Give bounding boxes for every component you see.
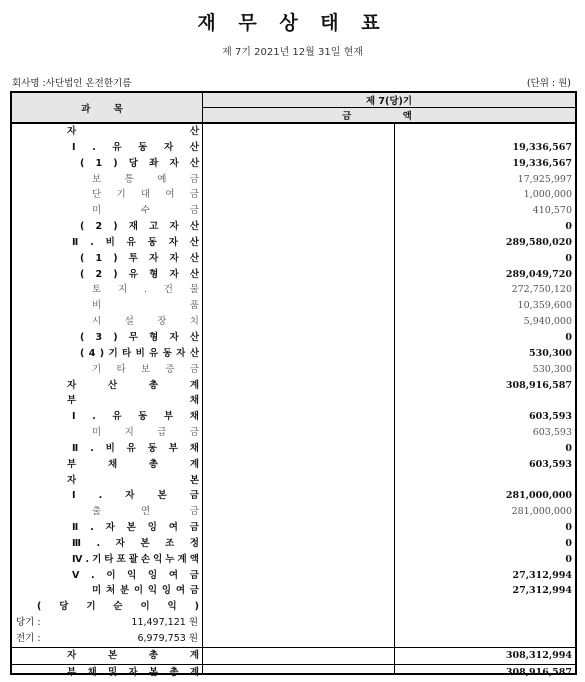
table-row [12, 536, 575, 552]
account-amount: 0 [565, 522, 572, 534]
table-row [12, 504, 575, 520]
account-label: Ⅰ . 유 동 자 산 [72, 141, 199, 153]
header-period: 제 7(당)기 [203, 93, 575, 108]
account-label: 보 통 예 금 [92, 173, 199, 185]
account-label: 토 지 . 건 물 [92, 284, 199, 296]
table-row [12, 251, 575, 267]
account-label: 시 설 장 치 [92, 316, 199, 328]
memo-label: 당기 : [16, 617, 41, 629]
table-row [12, 664, 575, 681]
account-label: ( 1 ) 당 좌 자 산 [80, 157, 199, 169]
table-row [12, 203, 575, 219]
account-amount: 530,300 [532, 363, 572, 375]
table-row [12, 441, 575, 457]
account-amount: 0 [565, 221, 572, 233]
account-amount: 308,312,994 [505, 649, 572, 661]
table-row [12, 488, 575, 504]
account-label: 부 채 [67, 395, 199, 407]
account-label: ( 2 ) 유 형 자 산 [80, 268, 199, 280]
table-row [12, 568, 575, 584]
account-amount: 289,049,720 [505, 268, 572, 280]
account-label: 단 기 대 여 금 [92, 189, 199, 201]
table-row [12, 583, 575, 599]
account-amount: 603,593 [529, 458, 572, 470]
account-label: 미 처 분 이 익 잉 여 금 [92, 585, 199, 597]
table-row [12, 409, 575, 425]
memo-value: 6,979,753 원 [137, 633, 198, 644]
account-amount: 5,940,000 [523, 316, 572, 328]
account-amount: 272,750,120 [511, 284, 572, 296]
document-title: 재 무 상 태 표 [197, 12, 388, 34]
account-label: 미 수 금 [92, 205, 199, 217]
account-amount: 0 [565, 537, 572, 549]
account-label: 비 품 [92, 300, 199, 312]
memo-label: 전기 : [16, 633, 41, 644]
table-row [12, 172, 575, 188]
account-label: Ⅱ . 자 본 잉 여 금 [72, 522, 199, 534]
account-label: ( 2 ) 재 고 자 산 [80, 221, 199, 233]
account-amount: 0 [565, 442, 572, 454]
account-amount: 27,312,994 [512, 569, 572, 581]
account-amount: 410,570 [532, 205, 572, 217]
table-row [12, 140, 575, 156]
account-label: Ⅳ . 기 타 포 괄 손 익 누 계 액 [72, 553, 199, 565]
table-row [12, 219, 575, 235]
fiscal-period: 제 7기 2021년 12월 31일 현재 [222, 47, 363, 58]
table-row [12, 267, 575, 283]
account-label: 부 채 및 자 본 총 계 [67, 666, 199, 678]
account-amount: 281,000,000 [505, 490, 572, 502]
account-label: Ⅱ . 비 유 동 자 산 [72, 236, 199, 248]
table-row [12, 615, 575, 631]
account-amount: 0 [565, 331, 572, 343]
account-label: 자 본 [67, 474, 199, 486]
account-label: 자 산 [67, 126, 199, 137]
table-body [12, 124, 575, 681]
table-row [12, 298, 575, 314]
account-amount: 603,593 [532, 427, 572, 439]
account-amount: 530,300 [529, 347, 572, 359]
table-row [12, 330, 575, 346]
account-amount: 308,916,587 [505, 666, 572, 678]
company-name: 회사명 :사단법인 온전한기름 [12, 78, 132, 89]
table-row [12, 314, 575, 330]
account-amount: 281,000,000 [511, 506, 572, 518]
account-amount: 289,580,020 [505, 236, 572, 248]
table-row [12, 631, 575, 647]
table-row [12, 393, 575, 409]
table-row [12, 520, 575, 536]
account-amount: 19,336,567 [512, 157, 572, 169]
table-row [12, 552, 575, 568]
account-label: 출 연 금 [92, 506, 199, 518]
table-row [12, 378, 575, 394]
table-row [12, 362, 575, 378]
memo-value: 11,497,121 원 [131, 617, 198, 629]
table-row [12, 156, 575, 172]
account-amount: 10,359,600 [517, 300, 572, 312]
account-label: Ⅰ . 유 동 부 채 [72, 411, 199, 423]
account-label: Ⅰ . 자 본 금 [72, 490, 199, 502]
table-row [12, 282, 575, 298]
account-label: 자 산 총 계 [67, 379, 199, 391]
table-row [12, 647, 575, 664]
table-row [12, 473, 575, 489]
table-row [12, 425, 575, 441]
account-label: 부 채 총 계 [67, 458, 199, 470]
header-amount: 금 액 [203, 108, 575, 124]
account-label: Ⅱ . 비 유 동 부 채 [72, 442, 199, 454]
balance-sheet-table [10, 91, 577, 678]
account-amount: 0 [565, 252, 572, 264]
table-row [12, 187, 575, 203]
account-amount: 0 [565, 553, 572, 565]
account-label: 기 타 보 증 금 [92, 363, 199, 375]
account-amount: 27,312,994 [512, 585, 572, 597]
table-row [12, 457, 575, 473]
table-row [12, 346, 575, 362]
account-amount: 603,593 [529, 411, 572, 423]
currency-unit: (단위 : 원) [526, 78, 571, 89]
account-amount: 308,916,587 [505, 379, 572, 391]
account-label: ( 3 ) 무 형 자 산 [80, 331, 199, 343]
account-amount: 17,925,997 [517, 173, 572, 185]
account-label: ( 1 ) 투 자 자 산 [80, 252, 199, 264]
account-label: Ⅴ . 이 익 잉 여 금 [72, 569, 199, 581]
account-label: Ⅲ . 자 본 조 정 [72, 537, 199, 549]
account-label: 자 본 총 계 [67, 649, 199, 661]
table-row [12, 235, 575, 251]
account-amount: 19,336,567 [512, 141, 572, 153]
table-row [12, 124, 575, 140]
account-amount: 1,000,000 [523, 189, 572, 201]
account-label: ( 4 ) 기 타 비 유 동 자 산 [80, 347, 199, 359]
account-label: 미 지 급 금 [92, 427, 199, 439]
header-subject: 과 목 [12, 93, 203, 124]
table-row [12, 599, 575, 615]
account-label: ( 당 기 순 이 익 ) [37, 601, 199, 613]
